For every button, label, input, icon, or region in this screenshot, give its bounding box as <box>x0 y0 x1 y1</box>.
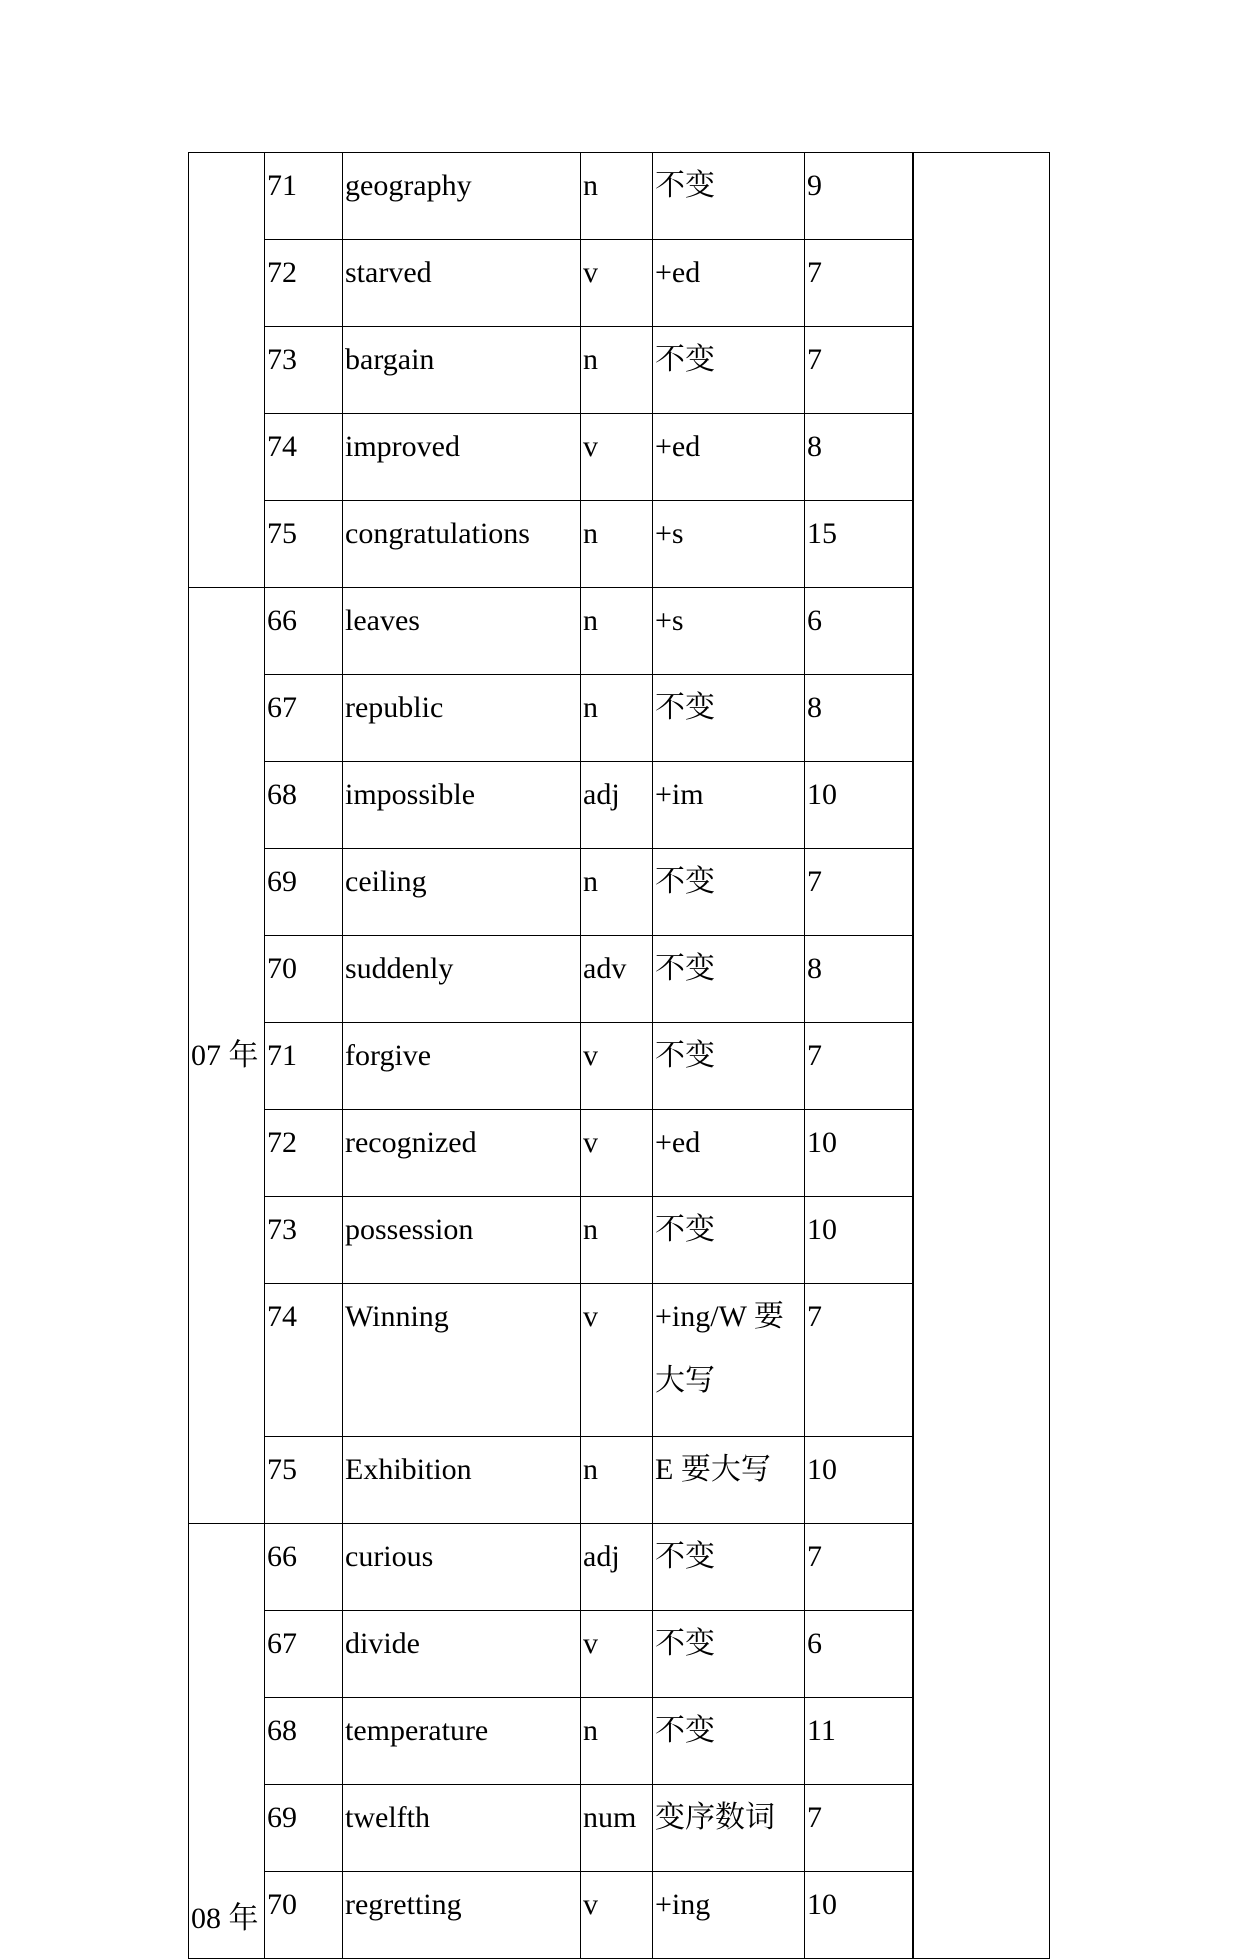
word-form-change: 不变 <box>653 1023 805 1110</box>
letter-count: 11 <box>805 1698 913 1785</box>
notes-column <box>913 153 1050 1959</box>
letter-count: 7 <box>805 1284 913 1437</box>
question-number: 70 <box>265 1872 343 1959</box>
year-cell: 08 年 <box>189 1524 265 1959</box>
part-of-speech: n <box>581 327 653 414</box>
vocabulary-table <box>188 152 1050 1959</box>
answer-word: bargain <box>343 327 581 414</box>
letter-count: 8 <box>805 675 913 762</box>
part-of-speech: n <box>581 1437 653 1524</box>
question-number: 74 <box>265 414 343 501</box>
word-form-change: 不变 <box>653 849 805 936</box>
part-of-speech: v <box>581 1110 653 1197</box>
part-of-speech: v <box>581 240 653 327</box>
word-form-change: +ed <box>653 414 805 501</box>
part-of-speech: adj <box>581 762 653 849</box>
word-form-change: +s <box>653 501 805 588</box>
question-number: 73 <box>265 327 343 414</box>
answer-word: improved <box>343 414 581 501</box>
part-of-speech: n <box>581 675 653 762</box>
part-of-speech: n <box>581 501 653 588</box>
question-number: 68 <box>265 1698 343 1785</box>
question-number: 74 <box>265 1284 343 1437</box>
word-form-change: 不变 <box>653 1698 805 1785</box>
answer-word: regretting <box>343 1872 581 1959</box>
letter-count: 7 <box>805 1785 913 1872</box>
question-number: 71 <box>265 1023 343 1110</box>
answer-word: starved <box>343 240 581 327</box>
question-number: 71 <box>265 153 343 240</box>
answer-word: curious <box>343 1524 581 1611</box>
letter-count: 6 <box>805 588 913 675</box>
letter-count: 8 <box>805 936 913 1023</box>
letter-count: 10 <box>805 762 913 849</box>
word-form-change: +ing/W 要大写 <box>653 1284 805 1437</box>
letter-count: 10 <box>805 1437 913 1524</box>
question-number: 69 <box>265 849 343 936</box>
answer-word: suddenly <box>343 936 581 1023</box>
answer-word: impossible <box>343 762 581 849</box>
question-number: 75 <box>265 501 343 588</box>
answer-word: congratulations <box>343 501 581 588</box>
answer-word: Winning <box>343 1284 581 1437</box>
part-of-speech: n <box>581 1197 653 1284</box>
part-of-speech: num <box>581 1785 653 1872</box>
word-form-change: +im <box>653 762 805 849</box>
word-form-change: 不变 <box>653 1611 805 1698</box>
word-form-change: 变序数词 <box>653 1785 805 1872</box>
question-number: 66 <box>265 588 343 675</box>
table-row <box>189 153 1050 240</box>
answer-word: republic <box>343 675 581 762</box>
letter-count: 10 <box>805 1110 913 1197</box>
letter-count: 8 <box>805 414 913 501</box>
year-cell: 07 年 <box>189 588 265 1524</box>
word-form-change: 不变 <box>653 1197 805 1284</box>
word-form-change: 不变 <box>653 1524 805 1611</box>
part-of-speech: adv <box>581 936 653 1023</box>
word-form-change: +s <box>653 588 805 675</box>
question-number: 68 <box>265 762 343 849</box>
letter-count: 10 <box>805 1197 913 1284</box>
word-form-change: 不变 <box>653 675 805 762</box>
word-form-change: +ed <box>653 1110 805 1197</box>
answer-word: forgive <box>343 1023 581 1110</box>
letter-count: 6 <box>805 1611 913 1698</box>
answer-word: geography <box>343 153 581 240</box>
part-of-speech: n <box>581 588 653 675</box>
letter-count: 15 <box>805 501 913 588</box>
letter-count: 7 <box>805 327 913 414</box>
question-number: 69 <box>265 1785 343 1872</box>
answer-word: Exhibition <box>343 1437 581 1524</box>
letter-count: 7 <box>805 849 913 936</box>
answer-word: ceiling <box>343 849 581 936</box>
part-of-speech: n <box>581 1698 653 1785</box>
year-cell <box>189 153 265 588</box>
question-number: 70 <box>265 936 343 1023</box>
question-number: 73 <box>265 1197 343 1284</box>
question-number: 66 <box>265 1524 343 1611</box>
part-of-speech: adj <box>581 1524 653 1611</box>
part-of-speech: v <box>581 1611 653 1698</box>
letter-count: 7 <box>805 1524 913 1611</box>
answer-word: possession <box>343 1197 581 1284</box>
word-form-change: 不变 <box>653 327 805 414</box>
word-form-change: +ing <box>653 1872 805 1959</box>
question-number: 67 <box>265 1611 343 1698</box>
word-form-change: 不变 <box>653 153 805 240</box>
word-form-change: +ed <box>653 240 805 327</box>
answer-word: leaves <box>343 588 581 675</box>
part-of-speech: v <box>581 414 653 501</box>
answer-word: temperature <box>343 1698 581 1785</box>
question-number: 72 <box>265 1110 343 1197</box>
question-number: 72 <box>265 240 343 327</box>
word-form-change: E 要大写 <box>653 1437 805 1524</box>
part-of-speech: v <box>581 1284 653 1437</box>
part-of-speech: v <box>581 1023 653 1110</box>
letter-count: 7 <box>805 240 913 327</box>
letter-count: 7 <box>805 1023 913 1110</box>
question-number: 75 <box>265 1437 343 1524</box>
part-of-speech: n <box>581 849 653 936</box>
letter-count: 10 <box>805 1872 913 1959</box>
answer-word: divide <box>343 1611 581 1698</box>
question-number: 67 <box>265 675 343 762</box>
part-of-speech: n <box>581 153 653 240</box>
letter-count: 9 <box>805 153 913 240</box>
answer-word: twelfth <box>343 1785 581 1872</box>
part-of-speech: v <box>581 1872 653 1959</box>
word-form-change: 不变 <box>653 936 805 1023</box>
answer-word: recognized <box>343 1110 581 1197</box>
